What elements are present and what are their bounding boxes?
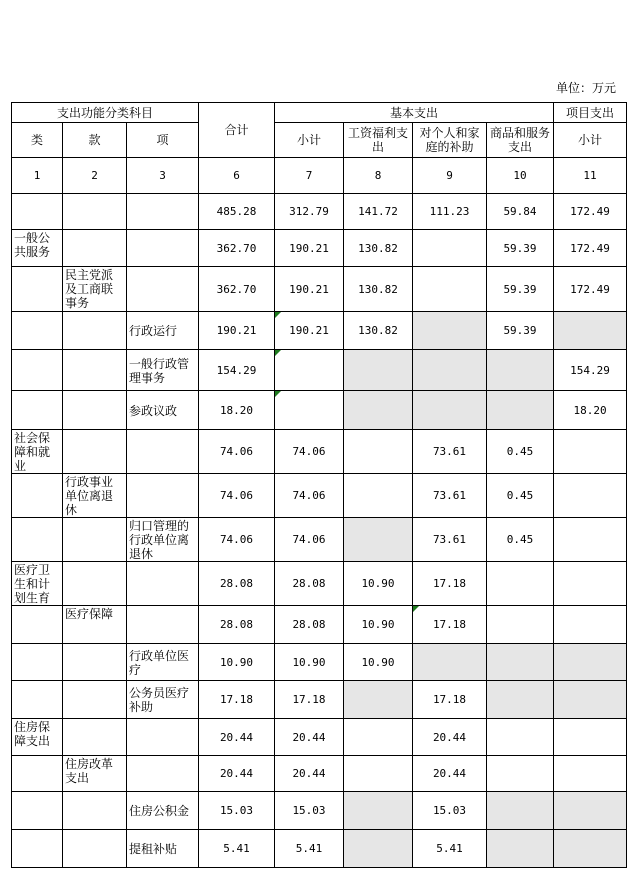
row-goods — [487, 562, 554, 606]
row-section-value: 行政事业单位离退休 — [65, 475, 114, 517]
row-wages — [344, 830, 413, 868]
row-basic-subtotal — [275, 430, 344, 474]
row-total — [199, 562, 275, 606]
row-total-value: 190.21 — [216, 324, 257, 337]
row-section-value: 民主党派及工商联事务 — [65, 268, 114, 310]
table-row — [12, 312, 627, 350]
row-goods-value: 0.45 — [506, 489, 534, 502]
col-number: 9 — [413, 158, 487, 194]
row-basic-subtotal-value: 5.41 — [295, 842, 323, 855]
header-func-group: 支出功能分类科目 — [12, 103, 199, 123]
row-personal-value: 20.44 — [432, 767, 467, 780]
row-project-subtotal-value: 18.20 — [573, 403, 607, 417]
row-basic-subtotal-value: 74.06 — [292, 445, 326, 458]
row-goods — [487, 430, 554, 474]
col-number: 7 — [275, 158, 344, 194]
row-project-subtotal — [554, 430, 627, 474]
row-personal-value: 73.61 — [432, 533, 467, 546]
row-project-subtotal — [554, 391, 627, 430]
row-project-subtotal — [554, 194, 627, 230]
row-item-value: 提租补贴 — [129, 842, 178, 856]
row-item — [127, 430, 199, 474]
row-item — [127, 606, 199, 644]
row-basic-subtotal-value: 10.90 — [292, 655, 326, 669]
row-total — [199, 430, 275, 474]
row-section — [63, 518, 127, 562]
row-basic-subtotal — [275, 518, 344, 562]
row-basic-subtotal — [275, 792, 344, 830]
row-goods — [487, 350, 554, 391]
row-item — [127, 518, 199, 562]
row-total-value: 154.29 — [216, 363, 257, 377]
row-wages-value: 10.90 — [361, 618, 395, 631]
row-personal-value: 17.18 — [432, 693, 467, 706]
row-project-subtotal — [554, 350, 627, 391]
row-wages-value: 130.82 — [358, 324, 398, 337]
row-item — [127, 230, 199, 267]
row-wages — [344, 719, 413, 756]
row-personal-value: 20.44 — [432, 730, 467, 744]
row-wages — [344, 430, 413, 474]
row-personal — [413, 391, 487, 430]
table-row — [12, 606, 627, 644]
row-project-subtotal — [554, 756, 627, 792]
col-number: 2 — [63, 158, 127, 194]
row-section — [63, 391, 127, 430]
row-category — [12, 230, 63, 267]
row-basic-subtotal-value: 15.03 — [292, 804, 326, 817]
row-item — [127, 562, 199, 606]
row-wages — [344, 350, 413, 391]
row-basic-subtotal-value: 17.18 — [292, 693, 326, 706]
row-personal-value: 73.61 — [432, 445, 467, 458]
row-personal — [413, 562, 487, 606]
row-personal-value: 17.18 — [432, 577, 467, 590]
row-personal — [413, 792, 487, 830]
row-item — [127, 312, 199, 350]
row-project-subtotal-value: 172.49 — [570, 282, 610, 296]
row-project-subtotal — [554, 267, 627, 312]
table-row — [12, 267, 627, 312]
row-project-subtotal — [554, 830, 627, 868]
row-goods — [487, 518, 554, 562]
table-row — [12, 474, 627, 518]
row-section — [63, 606, 127, 644]
row-wages — [344, 230, 413, 267]
row-goods — [487, 719, 554, 756]
row-item — [127, 350, 199, 391]
row-project-subtotal — [554, 792, 627, 830]
row-wages-value: 130.82 — [358, 241, 398, 255]
col-number: 1 — [12, 158, 63, 194]
row-goods — [487, 830, 554, 868]
table-row — [12, 562, 627, 606]
row-total-value: 74.06 — [219, 533, 254, 546]
table-row — [12, 230, 627, 267]
row-total — [199, 756, 275, 792]
row-section — [63, 719, 127, 756]
row-item — [127, 194, 199, 230]
row-section — [63, 350, 127, 391]
row-category — [12, 474, 63, 518]
row-personal — [413, 719, 487, 756]
row-total — [199, 194, 275, 230]
row-goods — [487, 312, 554, 350]
row-category — [12, 681, 63, 719]
row-wages — [344, 606, 413, 644]
row-wages — [344, 792, 413, 830]
row-total-value: 20.44 — [219, 767, 254, 780]
col-number: 3 — [127, 158, 199, 194]
row-category — [12, 267, 63, 312]
row-section — [63, 562, 127, 606]
row-section — [63, 267, 127, 312]
row-basic-subtotal — [275, 230, 344, 267]
comment-indicator-icon — [413, 606, 419, 612]
row-total — [199, 391, 275, 430]
row-category — [12, 430, 63, 474]
expenditure-table — [11, 102, 627, 868]
row-wages — [344, 474, 413, 518]
header-lei: 类 — [12, 123, 63, 158]
row-total-value: 362.70 — [216, 282, 257, 296]
row-total — [199, 606, 275, 644]
row-section — [63, 681, 127, 719]
row-goods — [487, 681, 554, 719]
row-total — [199, 474, 275, 518]
row-personal — [413, 474, 487, 518]
row-goods — [487, 606, 554, 644]
row-personal — [413, 756, 487, 792]
table-row — [12, 792, 627, 830]
row-item-value: 行政运行 — [129, 324, 178, 338]
table-row — [12, 350, 627, 391]
row-section-value: 医疗保障 — [65, 607, 114, 621]
row-total — [199, 350, 275, 391]
row-total-value: 362.70 — [216, 241, 257, 255]
row-total — [199, 681, 275, 719]
header-basic-group: 基本支出 — [275, 103, 554, 123]
row-item-value: 一般行政管理事务 — [129, 356, 190, 385]
row-section — [63, 230, 127, 267]
row-project-subtotal — [554, 562, 627, 606]
row-goods-value: 59.84 — [503, 205, 537, 218]
row-basic-subtotal-value: 74.06 — [292, 489, 326, 502]
row-goods — [487, 792, 554, 830]
row-basic-subtotal-value: 74.06 — [292, 533, 326, 546]
row-personal-value: 17.18 — [432, 618, 467, 631]
row-personal — [413, 194, 487, 230]
row-item-value: 归口管理的行政单位离退休 — [129, 519, 190, 561]
row-wages-value: 141.72 — [358, 205, 398, 218]
row-category — [12, 719, 63, 756]
row-item — [127, 719, 199, 756]
row-basic-subtotal-value: 28.08 — [292, 577, 326, 590]
row-project-subtotal-value: 172.49 — [570, 241, 610, 255]
row-wages — [344, 518, 413, 562]
row-total — [199, 230, 275, 267]
row-wages — [344, 391, 413, 430]
row-section — [63, 644, 127, 681]
row-personal — [413, 518, 487, 562]
row-wages-value: 130.82 — [358, 282, 398, 296]
row-project-subtotal — [554, 474, 627, 518]
row-project-subtotal — [554, 312, 627, 350]
row-basic-subtotal — [275, 606, 344, 644]
row-category-value: 社会保障和就业 — [14, 431, 51, 473]
table-row — [12, 391, 627, 430]
row-total-value: 485.28 — [216, 205, 257, 218]
row-section — [63, 830, 127, 868]
row-total — [199, 312, 275, 350]
row-personal — [413, 681, 487, 719]
table-row — [12, 644, 627, 681]
row-basic-subtotal — [275, 830, 344, 868]
row-item-value: 参政议政 — [129, 403, 178, 418]
row-total-value: 15.03 — [219, 804, 254, 817]
row-project-subtotal-value: 172.49 — [570, 205, 610, 218]
row-item — [127, 792, 199, 830]
row-wages — [344, 644, 413, 681]
row-total-value: 5.41 — [223, 842, 250, 855]
row-item — [127, 681, 199, 719]
row-section — [63, 430, 127, 474]
row-basic-subtotal — [275, 562, 344, 606]
row-personal — [413, 830, 487, 868]
row-goods — [487, 230, 554, 267]
row-basic-subtotal-value: 20.44 — [292, 767, 326, 780]
row-basic-subtotal-value: 190.21 — [289, 241, 329, 255]
row-personal — [413, 644, 487, 681]
row-category — [12, 792, 63, 830]
row-basic-subtotal — [275, 681, 344, 719]
row-section — [63, 312, 127, 350]
row-basic-subtotal-value: 312.79 — [289, 205, 329, 218]
row-total-value: 74.06 — [219, 489, 254, 502]
row-goods — [487, 756, 554, 792]
row-goods — [487, 391, 554, 430]
col-number: 11 — [554, 158, 627, 194]
row-wages — [344, 267, 413, 312]
row-total-value: 20.44 — [219, 730, 254, 744]
row-project-subtotal — [554, 606, 627, 644]
col-number: 6 — [199, 158, 275, 194]
row-category — [12, 606, 63, 644]
row-goods — [487, 194, 554, 230]
row-total-value: 74.06 — [219, 445, 254, 458]
row-item — [127, 267, 199, 312]
table-row — [12, 756, 627, 792]
row-item — [127, 474, 199, 518]
row-personal-value: 111.23 — [429, 205, 470, 218]
table-row — [12, 830, 627, 868]
row-personal — [413, 230, 487, 267]
row-section — [63, 756, 127, 792]
row-category — [12, 194, 63, 230]
row-project-subtotal-value: 154.29 — [570, 363, 610, 377]
row-personal — [413, 350, 487, 391]
row-category-value: 一般公共服务 — [14, 231, 51, 259]
row-category — [12, 562, 63, 606]
comment-indicator-icon — [275, 350, 281, 356]
row-wages-value: 10.90 — [361, 577, 395, 590]
row-category-value: 医疗卫生和计划生育 — [14, 563, 51, 605]
row-total — [199, 644, 275, 681]
table-row — [12, 719, 627, 756]
row-basic-subtotal-value: 20.44 — [292, 730, 326, 744]
row-project-subtotal — [554, 681, 627, 719]
header-total: 合计 — [199, 103, 275, 158]
row-project-subtotal — [554, 230, 627, 267]
table-row — [12, 194, 627, 230]
row-basic-subtotal — [275, 194, 344, 230]
row-project-subtotal — [554, 518, 627, 562]
row-item-value: 住房公积金 — [129, 804, 190, 818]
row-category — [12, 830, 63, 868]
header-wages: 工资福利支出 — [344, 123, 413, 158]
row-basic-subtotal — [275, 267, 344, 312]
row-goods — [487, 644, 554, 681]
row-personal — [413, 430, 487, 474]
row-total-value: 10.90 — [219, 655, 254, 669]
header-project-group: 项目支出 — [554, 103, 627, 123]
row-category — [12, 391, 63, 430]
row-basic-subtotal — [275, 719, 344, 756]
row-total — [199, 267, 275, 312]
table-row — [12, 430, 627, 474]
row-goods-value: 59.39 — [503, 282, 537, 296]
row-goods-value: 0.45 — [506, 533, 534, 546]
row-section — [63, 792, 127, 830]
row-category — [12, 312, 63, 350]
row-total-value: 28.08 — [219, 577, 254, 590]
header-subtotal: 小计 — [275, 123, 344, 158]
row-basic-subtotal — [275, 644, 344, 681]
comment-indicator-icon — [275, 391, 281, 397]
row-item — [127, 756, 199, 792]
row-category — [12, 644, 63, 681]
row-item — [127, 644, 199, 681]
row-wages — [344, 312, 413, 350]
row-basic-subtotal-value: 190.21 — [289, 324, 329, 337]
row-category-value: 住房保障支出 — [14, 720, 51, 748]
row-project-subtotal — [554, 644, 627, 681]
row-goods-value: 59.39 — [503, 324, 537, 337]
row-total-value: 28.08 — [219, 618, 254, 631]
row-item-value: 公务员医疗补助 — [129, 686, 190, 714]
row-personal — [413, 312, 487, 350]
row-basic-subtotal — [275, 756, 344, 792]
row-category — [12, 518, 63, 562]
table-body — [12, 194, 627, 868]
row-section-value: 住房改革支出 — [65, 757, 114, 785]
header-goods: 商品和服务支出 — [487, 123, 554, 158]
row-total — [199, 719, 275, 756]
row-basic-subtotal — [275, 312, 344, 350]
row-goods — [487, 474, 554, 518]
table-row — [12, 681, 627, 719]
row-total-value: 17.18 — [219, 693, 254, 706]
comment-indicator-icon — [275, 312, 281, 318]
row-wages-value: 10.90 — [361, 655, 395, 669]
row-personal — [413, 606, 487, 644]
row-personal — [413, 267, 487, 312]
row-category — [12, 350, 63, 391]
row-section — [63, 194, 127, 230]
row-total — [199, 792, 275, 830]
row-total — [199, 518, 275, 562]
row-personal-value: 73.61 — [432, 489, 467, 502]
row-goods — [487, 267, 554, 312]
row-basic-subtotal-value: 28.08 — [292, 618, 326, 631]
row-wages — [344, 562, 413, 606]
row-item — [127, 391, 199, 430]
row-basic-subtotal — [275, 474, 344, 518]
row-category — [12, 756, 63, 792]
row-goods-value: 0.45 — [506, 445, 534, 458]
row-total — [199, 830, 275, 868]
row-goods-value: 59.39 — [503, 241, 537, 255]
header-personal: 对个人和家庭的补助 — [413, 123, 487, 158]
row-total-value: 18.20 — [219, 403, 254, 417]
row-personal-value: 15.03 — [432, 804, 467, 817]
row-wages — [344, 681, 413, 719]
row-wages — [344, 194, 413, 230]
row-basic-subtotal-value: 190.21 — [289, 282, 329, 296]
row-basic-subtotal — [275, 350, 344, 391]
col-number: 10 — [487, 158, 554, 194]
header-kuan: 款 — [63, 123, 127, 158]
row-basic-subtotal — [275, 391, 344, 430]
row-item-value: 行政单位医疗 — [129, 648, 190, 677]
header-project-subtotal: 小计 — [554, 123, 627, 158]
row-section — [63, 474, 127, 518]
row-project-subtotal — [554, 719, 627, 756]
unit-label: 单位：万元 — [556, 81, 617, 95]
col-number: 8 — [344, 158, 413, 194]
row-item — [127, 830, 199, 868]
row-wages — [344, 756, 413, 792]
table-row — [12, 518, 627, 562]
header-xiang: 项 — [127, 123, 199, 158]
row-personal-value: 5.41 — [436, 842, 463, 855]
